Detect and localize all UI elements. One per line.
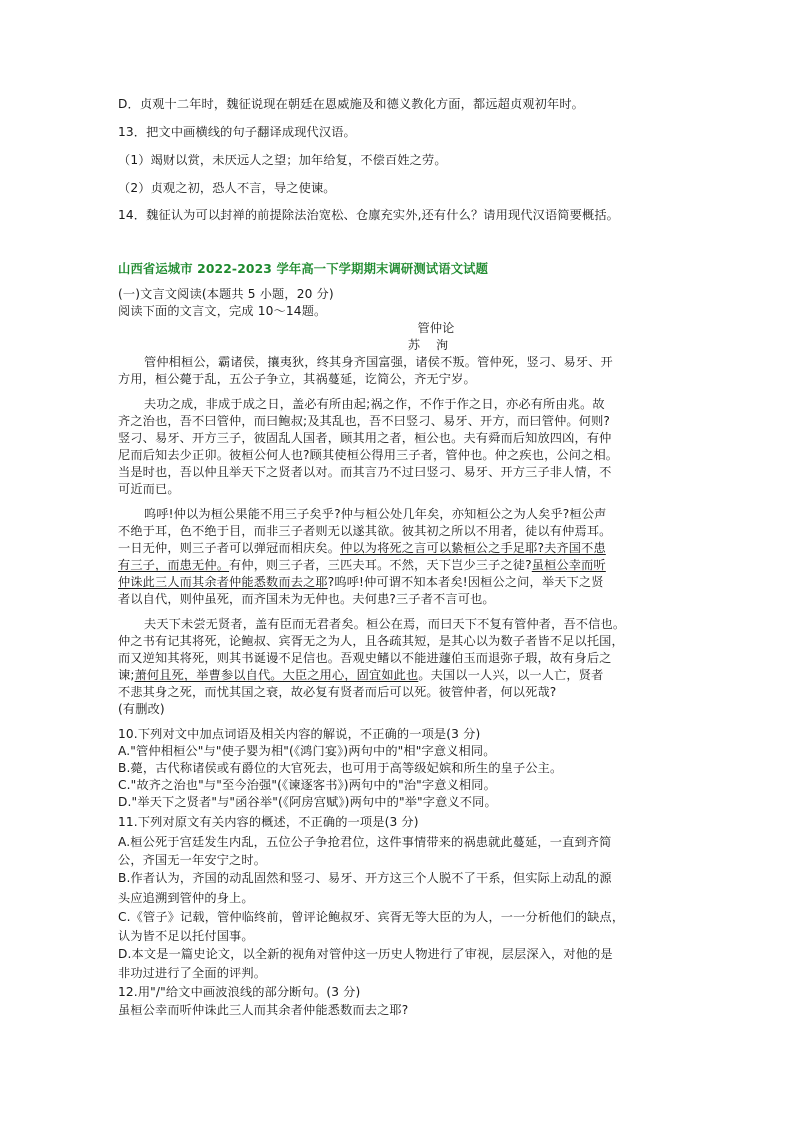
passage-author: 苏 洵: [407, 338, 455, 352]
question-11-option-a-cont: 公，齐国无一年安宁之时。: [118, 853, 267, 867]
passage-line: 夫功之成，非成于成之日，盖必有所由起;祸之作，不作于作之日，亦必有所由兆。故: [144, 397, 605, 411]
passage-line: 方用，桓公薨于乱，五公子争立，其祸蔓延，讫简公，齐无宁岁。: [118, 372, 476, 386]
passage-line: 不悲其身之死，而忧其国之衰，故必复有贤者而后可以死。彼管仲者，何以死哉?: [118, 685, 557, 699]
passage-line: 仲之书有记其将死，论鲍叔、宾胥无之为人，且各疏其短，是其心以为数子者皆不足以托国，: [118, 634, 624, 648]
passage-span: ?呜呼!仲可谓不知本者矣!因桓公之问，举天下之贤: [327, 575, 604, 589]
question-11: 11.下列对原文有关内容的概述，不正确的一项是(3 分): [118, 815, 419, 829]
passage-line: [118, 557, 678, 573]
prev-option-d: D．贞观十二年时，魏征说现在朝廷在恩威施及和德义教化方面，都远超贞观初年时。: [118, 97, 585, 111]
question-13: 13．把文中画横线的句子翻译成现代汉语。: [118, 125, 356, 139]
question-13-part-1: （1）竭财以赏，未厌远人之望；加年给复，不偿百姓之劳。: [118, 153, 447, 167]
passage-line: 可近而已。: [118, 482, 180, 496]
question-11-option-a: A.桓公死于宫廷发生内乱，五位公子争抢君位，这件事情带来的祸患就此蔓延，一直到齐简: [118, 835, 612, 849]
passage-line: 齐之治也，吾不曰管仲，而曰鲍叔;及其乱也，吾不曰竖刁、易牙、开方，而曰管仲。何则?: [118, 414, 611, 428]
edit-note: (有删改): [118, 702, 165, 716]
passage-span: 有仲，则三子者，三匹夫耳。不然，天下岂少三子之徒?: [229, 558, 532, 572]
underlined-sentence: 仲以为将死之言可以絷桓公之手足耶?夫齐国不患: [340, 541, 606, 555]
question-14: 14．魏征认为可以封禅的前提除法治宽松、仓廪充实外,还有什么？请用现代汉语简要概括。: [118, 208, 619, 222]
passage-line: 竖刁、易牙、开方三子，彼固乱人国者，顾其用之者，桓公也。夫有舜而后知放四凶，有仲: [118, 431, 612, 445]
question-11-option-c: C.《管子》记载，管仲临终前，曾评论鲍叔牙、宾胥无等大臣的为人，一一分析他们的缺点，: [118, 910, 625, 924]
passage-line: 夫天下未尝无贤者，盖有臣而无君者矣。桓公在焉，而曰天下不复有管仲者，吾不信也。: [144, 617, 626, 631]
passage-span: 谏;: [118, 668, 135, 682]
reading-instruction: 阅读下面的文言文，完成 10～14题。: [118, 304, 327, 318]
underlined-sentence: 仲诛此三人而其余者仲能悉数而去之耶: [118, 575, 328, 589]
question-11-option-b: B.作者认为，齐国的动乱固然和竖刁、易牙、开方这三个人脱不了干系，但实际上动乱的源: [118, 871, 612, 885]
question-10-option-c: C."故齐之治也"与"至今治强"(《谏逐客书》)两句中的"治"字意义相同。: [118, 778, 496, 792]
passage-line: 管仲相桓公，霸诸侯，攘夷狄，终其身齐国富强，诸侯不叛。管仲死，竖刁、易牙、开: [144, 355, 613, 369]
question-12: 12.用"/"给文中画波浪线的部分断句。(3 分): [118, 985, 361, 999]
underlined-sentence: 虽桓公幸而听: [531, 558, 606, 572]
question-10-option-a: A."管仲相桓公"与"使子婴为相"(《鸿门宴》)两句中的"相"字意义相同。: [118, 744, 496, 758]
question-13-part-2: （2）贞观之初，恐人不言，导之使谏。: [118, 181, 336, 195]
passage-line: [118, 574, 678, 590]
passage-span: 一日无仲，则三子者可以弹冠而相庆矣。: [118, 541, 341, 555]
passage-line: [118, 667, 678, 683]
question-10-option-b: B.薨，古代称诸侯或有爵位的大官死去，也可用于高等级妃嫔和所生的皇子公主。: [118, 761, 563, 775]
passage-line: [118, 540, 678, 556]
question-11-option-b-cont: 头应追溯到管仲的身上。: [118, 891, 254, 905]
part-heading: (一)文言文阅读(本题共 5 小题，20 分): [118, 287, 334, 301]
passage-line: 不绝于耳，色不绝于目，而非三子者则无以遂其欲。彼其初之所以不用者，徒以有仲焉耳。: [118, 524, 612, 538]
question-10-option-d: D."举天下之贤者"与"函谷举"(《阿房宫赋》)两句中的"举"字意义不同。: [118, 795, 497, 809]
passage-line: 呜呼!仲以为桓公果能不用三子矣乎?仲与桓公处几年矣，亦知桓公之为人矣乎?桓公声: [144, 507, 607, 521]
passage-line: 当是时也，吾以仲且举天下之贤者以对。而其言乃不过曰竖刁、易牙、开方三子非人情，不: [118, 465, 612, 479]
question-12-text: 虽桓公幸而听仲诛此三人而其余者仲能悉数而去之耶?: [118, 1003, 409, 1017]
section-title: 山西省运城市 2022-2023 学年高一下学期期末调研测试语文试题: [118, 262, 489, 276]
underlined-sentence: 萧何且死，举曹参以自代。大臣之用心，固宜如此也: [134, 668, 419, 682]
question-10: 10.下列对文中加点词语及相关内容的解说，不正确的一项是(3 分): [118, 727, 481, 741]
passage-line: 而又逆知其将死，则其书诞谩不足信也。吾观史鳍以不能进蘧伯玉而退弥子瑕，故有身后之: [118, 651, 612, 665]
passage-line: 者以自代，则仲虽死，而齐国未为无仲也。夫何患?三子者不言可也。: [118, 592, 495, 606]
question-11-option-d: D.本文是一篇史论文，以全新的视角对管仲这一历史人物进行了审视，层层深入，对他的是: [118, 947, 613, 961]
passage-line: 尼而后知去少正卯。彼桓公何人也?顾其使桓公得用三子者，管仲也。仲之疾也，公问之相。: [118, 448, 619, 462]
passage-title: 管仲论: [417, 321, 455, 335]
passage-span: 。夫国以一人兴，以一人亡，贤者: [418, 668, 604, 682]
question-11-option-c-cont: 认为皆不足以托付国事。: [118, 929, 254, 943]
underlined-sentence: 有三子，而患无仲。: [118, 558, 230, 572]
question-11-option-d-cont: 非功过进行了全面的评判。: [118, 966, 267, 980]
